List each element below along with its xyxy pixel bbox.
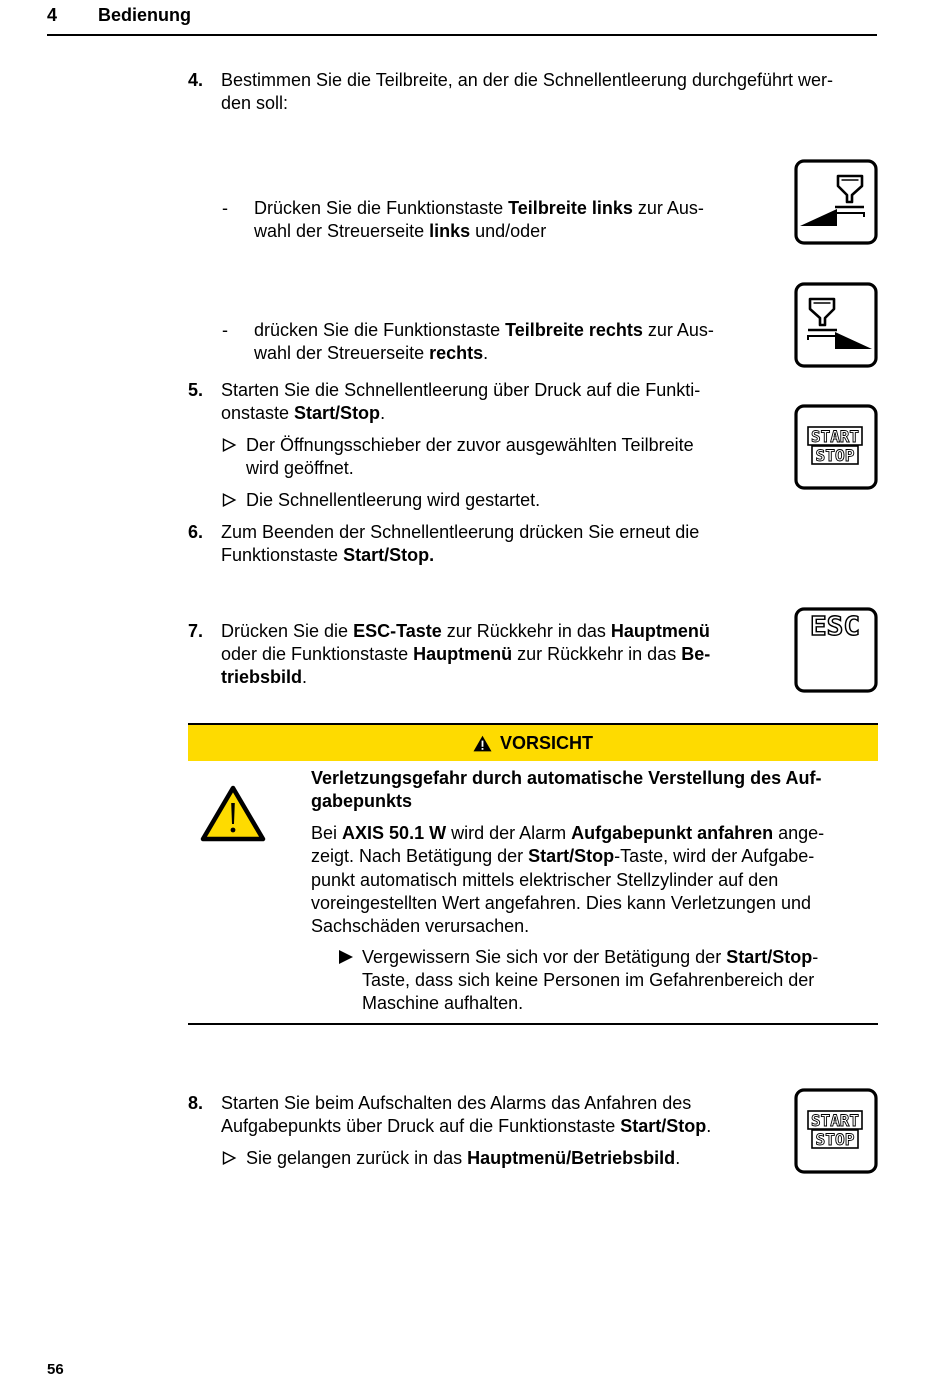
text-line	[221, 1092, 711, 1115]
text-line	[221, 1115, 711, 1138]
result-arrow-icon	[222, 493, 236, 507]
text-run: Der Öffnungsschieber der zuvor ausgewählten Teilbreite	[246, 435, 694, 455]
text-line	[254, 319, 714, 342]
text-run: Zum Beenden der Schnellentleerung drücken Sie erneut die	[221, 522, 700, 542]
bold-text-run: Hauptmenü/Betriebsbild	[467, 1148, 676, 1168]
text-run: punkt automatisch mittels elektrischer Stellzylinder auf den	[311, 869, 779, 890]
bold-text-run: Start/Stop	[528, 846, 615, 867]
step-5-text	[221, 379, 700, 425]
step-5-result-2-text	[246, 489, 540, 512]
step-7-text	[221, 620, 710, 689]
text-run: zur Aus-	[642, 320, 714, 340]
text-line	[246, 434, 694, 457]
text-line	[254, 220, 704, 243]
text-run: Maschine aufhalten.	[362, 993, 524, 1013]
text-run: -	[812, 947, 819, 967]
hazard-warning-sign-icon	[199, 784, 267, 844]
step-4-text	[221, 69, 833, 115]
text-run: wahl der Streuerseite	[254, 221, 430, 241]
text-line	[362, 969, 818, 992]
bold-text-run: Verletzungsgefahr durch automatische Verstellung des Auf-	[311, 768, 822, 788]
text-run: Die Schnellentleerung wird gestartet.	[246, 490, 541, 510]
text-line	[221, 69, 833, 92]
step-8-number: 8.	[188, 1093, 204, 1113]
text-run: Bestimmen Sie die Teilbreite, an der die Schnellentleerung durchgeführt wer-	[221, 70, 834, 90]
warning-triangle-icon	[473, 735, 492, 752]
bold-text-run: Aufgabepunkt anfahren	[571, 823, 774, 843]
text-line	[311, 869, 824, 892]
text-line	[221, 402, 700, 425]
text-run: Funktionstaste	[221, 545, 344, 565]
warning-bottom-rule	[188, 1023, 878, 1025]
step-6-number: 6.	[188, 522, 204, 542]
text-line	[221, 92, 833, 115]
text-run: Sachschäden verursachen.	[311, 916, 530, 936]
bold-text-run: Start/Stop	[294, 403, 381, 423]
text-run: zur Rückkehr in das	[441, 621, 611, 641]
page-number: 56	[47, 1361, 64, 1378]
text-line	[311, 892, 824, 915]
chapter-title: Bedienung	[98, 5, 191, 25]
bold-text-run: Be-	[681, 644, 711, 664]
text-line	[311, 767, 821, 790]
esc-key-label: ESC	[810, 612, 860, 642]
signal-word: VORSICHT	[499, 732, 593, 753]
text-run: Sie gelangen zurück in das	[246, 1148, 468, 1168]
text-line	[362, 946, 818, 969]
text-line	[254, 197, 704, 220]
start-key-label: START	[811, 1111, 859, 1130]
result-arrow-icon	[222, 438, 236, 452]
text-run: wird geöffnet.	[246, 458, 354, 478]
stop-key-label: STOP	[815, 1130, 855, 1149]
step-4-option-left-text	[254, 197, 704, 243]
text-run: und/oder	[470, 221, 547, 241]
text-run: zur Aus-	[632, 198, 704, 218]
warning-signal-band	[188, 725, 878, 761]
step-4-number: 4.	[188, 70, 204, 90]
text-run: .	[302, 667, 308, 687]
text-run: Drücken Sie die Funktionstaste	[254, 198, 509, 218]
text-line	[221, 544, 699, 567]
bold-text-run: Start/Stop	[726, 947, 813, 967]
bold-text-run: gabepunkts	[311, 791, 413, 811]
text-line	[221, 521, 699, 544]
bold-text-run: Teilbreite rechts	[505, 320, 643, 340]
chapter-number: 4	[47, 5, 58, 25]
partial-width-left-key-icon	[794, 159, 878, 245]
text-run: Starten Sie beim Aufschalten des Alarms das Anfahren des	[221, 1093, 692, 1113]
warning-heading	[311, 767, 821, 813]
step-5-result-1-text	[246, 434, 694, 480]
step-6-text	[221, 521, 699, 567]
text-run: voreingestellten Wert angefahren. Dies kann Verletzungen und	[311, 892, 811, 913]
text-line	[221, 643, 710, 666]
bold-text-run: Hauptmenü	[413, 644, 513, 664]
text-run: Aufgabepunkts über Druck auf die Funktionstaste	[221, 1116, 621, 1136]
text-line	[311, 822, 824, 845]
header-rule	[47, 34, 877, 36]
action-arrow-icon	[338, 949, 354, 965]
text-run: Bei	[311, 823, 343, 843]
text-line	[221, 379, 700, 402]
bold-text-run: ESC-Taste	[353, 621, 442, 641]
text-line	[246, 1147, 680, 1170]
text-run: .	[380, 403, 386, 423]
bold-text-run: AXIS 50.1 W	[342, 823, 447, 843]
warning-body-text	[311, 822, 824, 938]
step-5-number: 5.	[188, 380, 204, 400]
text-run: wahl der Streuerseite	[254, 343, 430, 363]
text-run: Vergewissern Sie sich vor der Betätigung der	[362, 947, 727, 967]
step-8-result-text	[246, 1147, 680, 1170]
text-line	[311, 790, 821, 813]
warning-action-text	[362, 946, 818, 1015]
text-run: zur Rückkehr in das	[512, 644, 682, 664]
esc-key-icon	[794, 607, 878, 693]
bold-text-run: triebsbild	[221, 667, 303, 687]
text-run: drücken Sie die Funktionstaste	[254, 320, 506, 340]
text-run: .	[483, 343, 489, 363]
step-7-number: 7.	[188, 621, 204, 641]
text-run: Drücken Sie die	[221, 621, 354, 641]
bold-text-run: Hauptmenü	[610, 621, 710, 641]
bold-text-run: Teilbreite links	[508, 198, 633, 218]
text-line	[221, 620, 710, 643]
text-line	[254, 342, 714, 365]
result-arrow-icon	[222, 1151, 236, 1165]
text-run: Taste, dass sich keine Personen im Gefahrenbereich der	[362, 970, 815, 990]
text-run: onstaste	[221, 403, 295, 423]
text-run: .	[706, 1116, 712, 1136]
bold-text-run: rechts	[429, 343, 484, 363]
step-4-option-right-marker: -	[222, 320, 228, 340]
bold-text-run: Start/Stop.	[343, 545, 435, 565]
text-run: zeigt. Nach Betätigung der	[311, 846, 529, 867]
text-line	[311, 915, 824, 938]
text-line	[246, 489, 540, 512]
step-4-option-right-text	[254, 319, 714, 365]
text-line	[221, 666, 710, 689]
text-run: -Taste, wird der Aufgabe-	[614, 846, 815, 867]
text-run: .	[675, 1148, 681, 1168]
text-run: Starten Sie die Schnellentleerung über Druck auf die Funkti-	[221, 380, 701, 400]
start-key-label: START	[811, 427, 859, 446]
partial-width-right-key-icon	[794, 282, 878, 368]
text-line	[246, 457, 694, 480]
text-run: den soll:	[221, 93, 289, 113]
text-line	[362, 992, 818, 1015]
start-stop-key-icon	[794, 404, 878, 490]
step-4-option-left-marker: -	[222, 198, 228, 218]
text-run: oder die Funktionstaste	[221, 644, 414, 664]
text-line	[311, 845, 824, 868]
bold-text-run: links	[429, 221, 471, 241]
step-8-text	[221, 1092, 711, 1138]
stop-key-label: STOP	[815, 446, 855, 465]
start-stop-key-icon	[794, 1088, 878, 1174]
bold-text-run: Start/Stop	[620, 1116, 707, 1136]
text-run: wird der Alarm	[446, 823, 572, 843]
text-run: ange-	[773, 823, 825, 843]
